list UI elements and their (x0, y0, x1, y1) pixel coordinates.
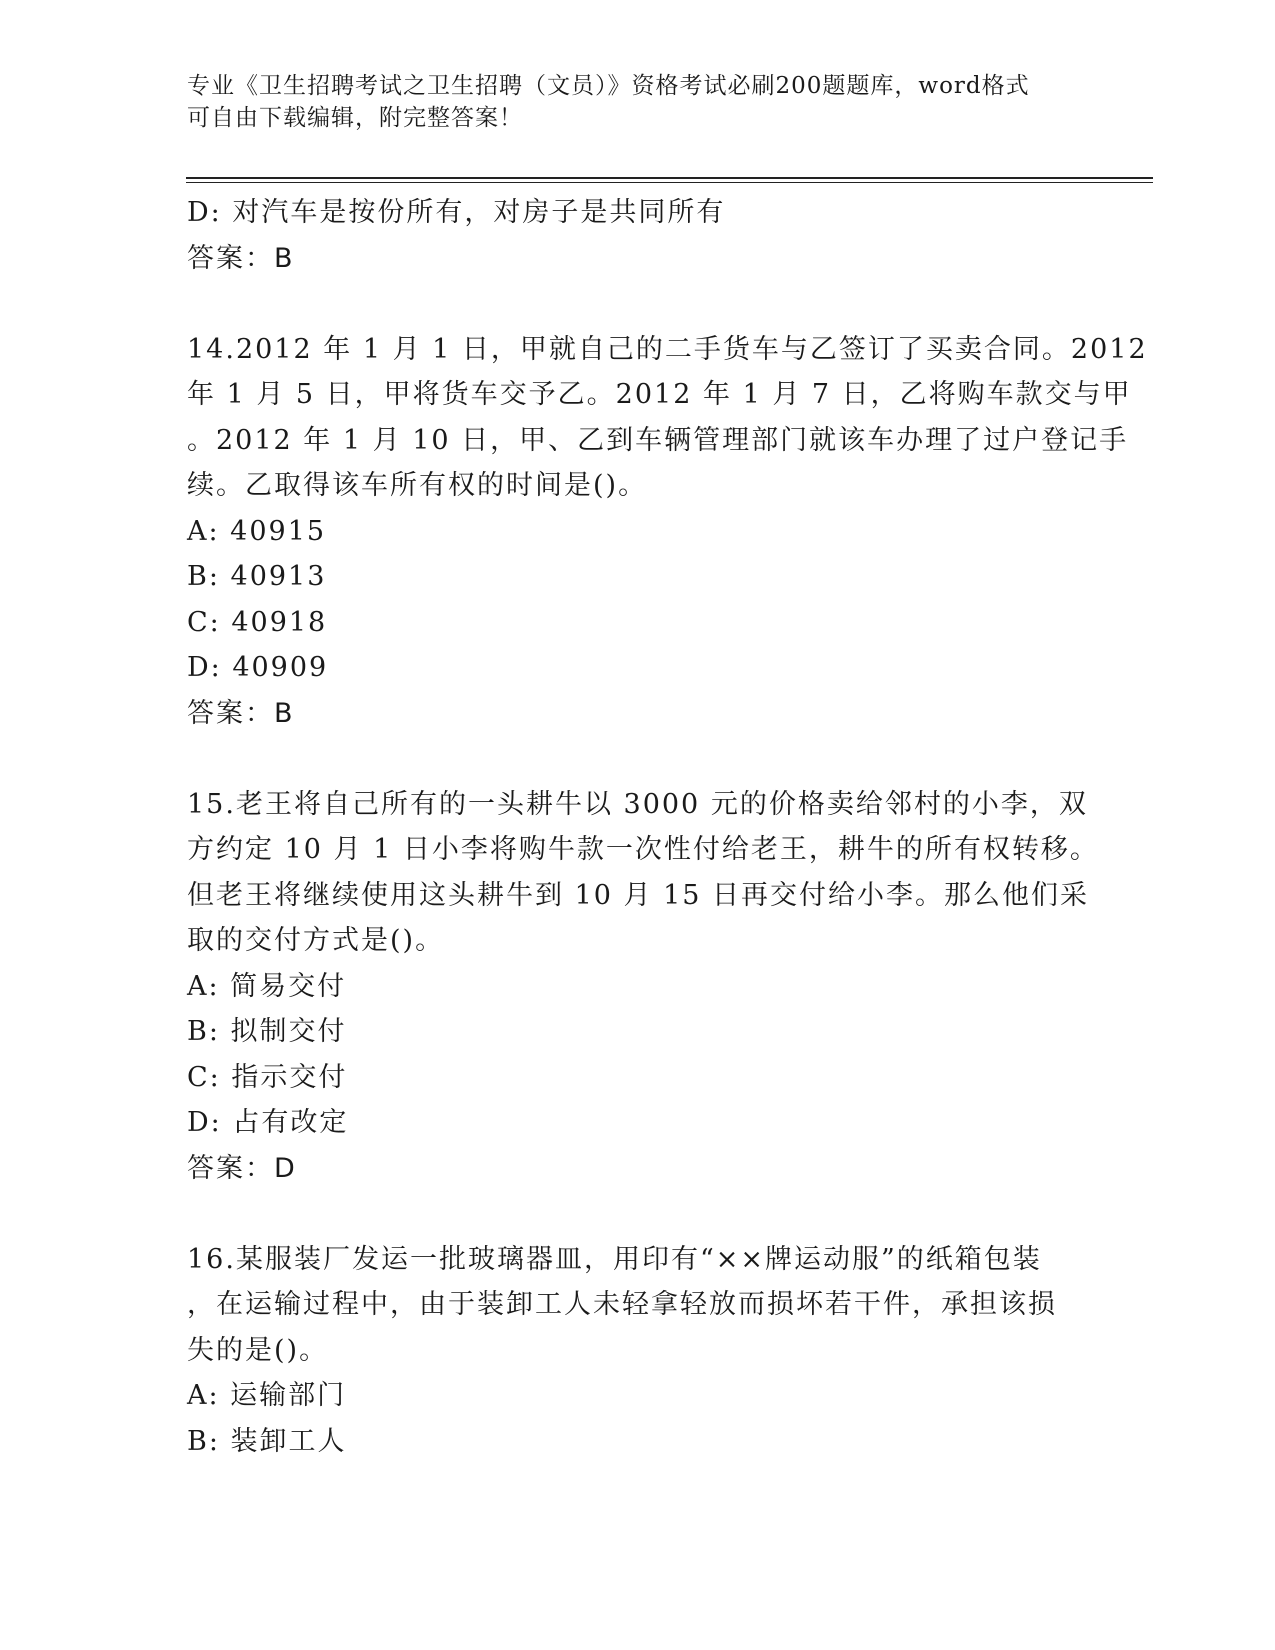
header-line-1: 专业《卫生招聘考试之卫生招聘（文员）》资格考试必刷200题题库，word格式 (187, 73, 1030, 99)
question-text-line: 年 1 月 5 日，甲将货车交予乙。2012 年 1 月 7 日，乙将购车款交与甲 (187, 379, 1132, 410)
spacer (187, 736, 1087, 782)
answer: 答案：D (187, 1152, 297, 1184)
answer: 答案：B (187, 697, 295, 729)
option-a: A: 运输部门 (187, 1380, 347, 1411)
option-a: A: 简易交付 (187, 970, 347, 1002)
option-b: B: 装卸工人 (187, 1425, 347, 1457)
option-d: D: 占有改定 (187, 1107, 349, 1138)
question-14 (187, 327, 1148, 737)
question-text-line: 14.2012 年 1 月 1 日，甲就自己的二手货车与乙签订了买卖合同。2012 (187, 333, 1148, 365)
question-content (187, 190, 1148, 1464)
option-d: D: 40909 (187, 652, 329, 683)
option-c: C: 指示交付 (187, 1061, 348, 1093)
question-text-line: 15.老王将自己所有的一头耕牛以 3000 元的价格卖给邻村的小李，双 (187, 788, 1088, 820)
question-text-line: 但老王将继续使用这头耕牛到 10 月 15 日再交付给小李。那么他们采 (187, 879, 1090, 911)
header-rule-thick (186, 177, 1153, 179)
prev-option-d: D: 对汽车是按份所有，对房子是共同所有 (187, 197, 726, 228)
spacer (187, 281, 1087, 327)
question-text-line: 失的是()。 (187, 1334, 329, 1366)
option-c: C: 40918 (187, 606, 328, 638)
question-text-line: ，在运输过程中，由于装卸工人未轻拿轻放而损坏若干件，承担该损 (187, 1289, 1057, 1320)
question-text-line: 取的交付方式是()。 (187, 925, 445, 956)
spacer (187, 1191, 1087, 1237)
question-text-line: 。2012 年 1 月 10 日，甲、乙到车辆管理部门就该车办理了过户登记手 (187, 424, 1129, 456)
header-rule-thin (186, 182, 1153, 183)
question-text-line: 16.某服装厂发运一批玻璃器皿，用印有“××牌运动服”的纸箱包装 (187, 1243, 1042, 1275)
option-b: B: 40913 (187, 561, 327, 592)
option-b: B: 拟制交付 (187, 1016, 347, 1047)
header-line-2: 可自由下载编辑，附完整答案！ (187, 105, 523, 131)
question-16 (187, 1237, 1087, 1465)
prev-answer: 答案：B (187, 242, 295, 274)
question-15 (187, 782, 1099, 1192)
option-a: A: 40915 (187, 515, 327, 547)
question-text-line: 方约定 10 月 1 日小李将购牛款一次性付给老王，耕牛的所有权转移。 (187, 834, 1099, 865)
question-text-line: 续。乙取得该车所有权的时间是()。 (187, 470, 648, 501)
page-header (187, 70, 1067, 134)
